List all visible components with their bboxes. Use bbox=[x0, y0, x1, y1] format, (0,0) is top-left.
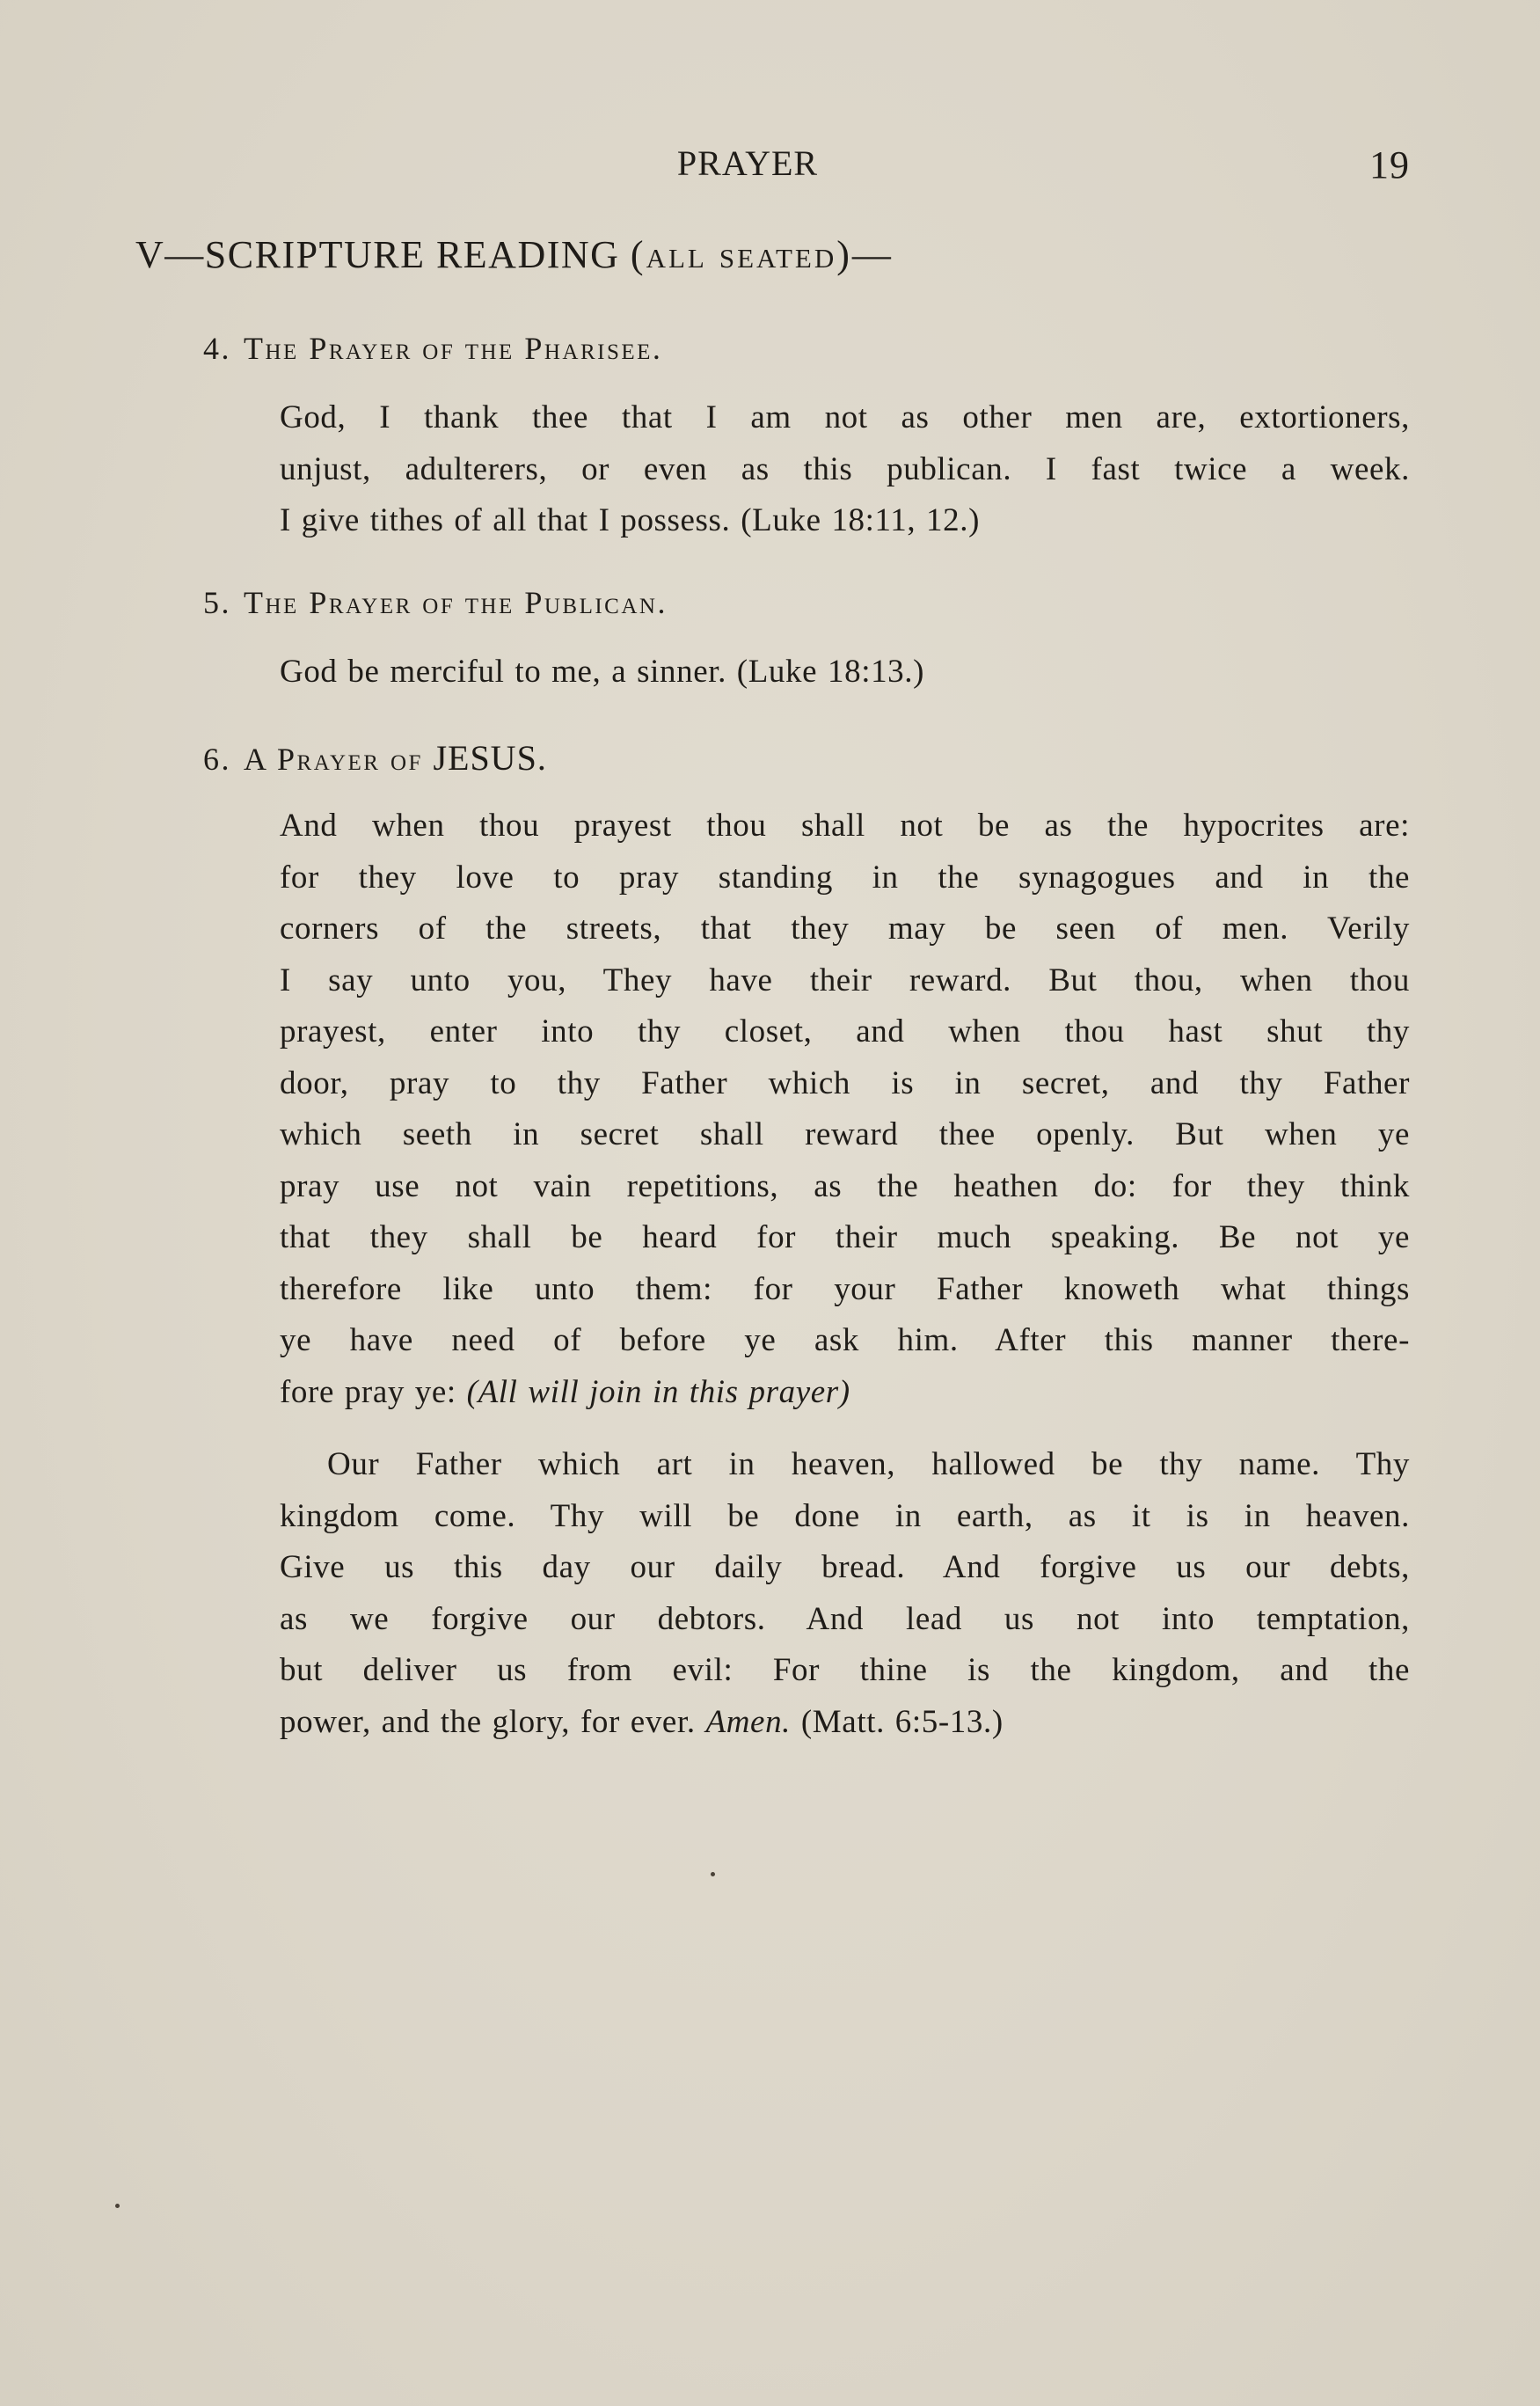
item-title-prefix: A Prayer of bbox=[244, 742, 434, 777]
item-heading-6 bbox=[203, 737, 547, 779]
item-title: The Prayer of the Pharisee. bbox=[244, 331, 663, 366]
publican-prayer-text bbox=[280, 647, 1410, 698]
text-line bbox=[280, 1697, 1410, 1749]
text-line: unjust, adulterers, or even as this publican. I fast twice a week. bbox=[280, 450, 1410, 487]
item-heading-5 bbox=[203, 584, 668, 621]
amen: Amen. bbox=[705, 1703, 792, 1740]
text-line: corners of the streets, that they may be seen of men. Verily bbox=[280, 910, 1410, 947]
text-line: door, pray to thy Father which is in secret, and thy Father bbox=[280, 1064, 1410, 1101]
item-heading-4 bbox=[203, 330, 662, 367]
text-line: pray use not vain repetitions, as the heathen do: for they think bbox=[280, 1167, 1410, 1204]
paper-speck bbox=[115, 2204, 120, 2208]
section-heading-title: V—SCRIPTURE READING bbox=[135, 233, 631, 276]
page-number: 19 bbox=[1369, 143, 1410, 186]
line-prefix: power, and the glory, for ever. bbox=[280, 1703, 706, 1740]
text-line: as we forgive our debtors. And lead us not into temptation, bbox=[280, 1600, 1410, 1637]
running-head bbox=[0, 143, 1540, 195]
text-line bbox=[280, 1367, 1410, 1419]
text-line: therefore like unto them: for your Father knoweth what things bbox=[280, 1270, 1410, 1307]
section-heading bbox=[135, 232, 894, 277]
jesus-teaching-text bbox=[280, 801, 1410, 1418]
text-line: And when thou prayest thou shall not be as the hypocrites are: bbox=[280, 808, 1410, 844]
congregation-instruction: (All will join in this prayer) bbox=[466, 1373, 850, 1410]
scripture-reference: (Matt. 6:5-13.) bbox=[791, 1703, 1004, 1740]
text-line: but deliver us from evil: For thine is the kingdom, and the bbox=[280, 1652, 1410, 1688]
section-heading-note: (all seated)— bbox=[630, 233, 894, 276]
item-number: 5. bbox=[203, 585, 231, 620]
text-line: kingdom come. Thy will be done in earth, as it is in heaven. bbox=[280, 1497, 1410, 1534]
lords-prayer-text bbox=[280, 1439, 1410, 1748]
running-title: PRAYER bbox=[676, 143, 819, 183]
text-line: that they shall be heard for their much speaking. Be not ye bbox=[280, 1219, 1410, 1255]
text-line: prayest, enter into thy closet, and when thou hast shut thy bbox=[280, 1013, 1410, 1049]
item-title: The Prayer of the Publican. bbox=[244, 585, 668, 620]
text-line: Give us this day our daily bread. And forgive us our debts, bbox=[280, 1549, 1410, 1585]
item-number: 4. bbox=[203, 331, 231, 366]
text-line: God be merciful to me, a sinner. (Luke 18:13.) bbox=[280, 654, 925, 690]
item-number: 6. bbox=[203, 742, 231, 777]
text-line: ye have need of before ye ask him. After this manner there- bbox=[280, 1322, 1410, 1358]
paper-speck bbox=[711, 1872, 715, 1876]
text-line: I say unto you, They have their reward. But thou, when thou bbox=[280, 962, 1410, 998]
line-prefix: fore pray ye: bbox=[280, 1373, 467, 1410]
text-line: I give tithes of all that I possess. (Luke 18:11, 12.) bbox=[280, 502, 981, 538]
pharisee-prayer-text bbox=[280, 392, 1410, 547]
text-line: for they love to pray standing in the synagogues and in the bbox=[280, 859, 1410, 896]
text-line: God, I thank thee that I am not as other men are, extortioners, bbox=[280, 399, 1410, 435]
text-line: Our Father which art in heaven, hallowed be thy name. Thy bbox=[327, 1446, 1410, 1482]
item-title-caps: JESUS. bbox=[433, 738, 547, 778]
text-line: which seeth in secret shall reward thee openly. But when ye bbox=[280, 1116, 1410, 1152]
